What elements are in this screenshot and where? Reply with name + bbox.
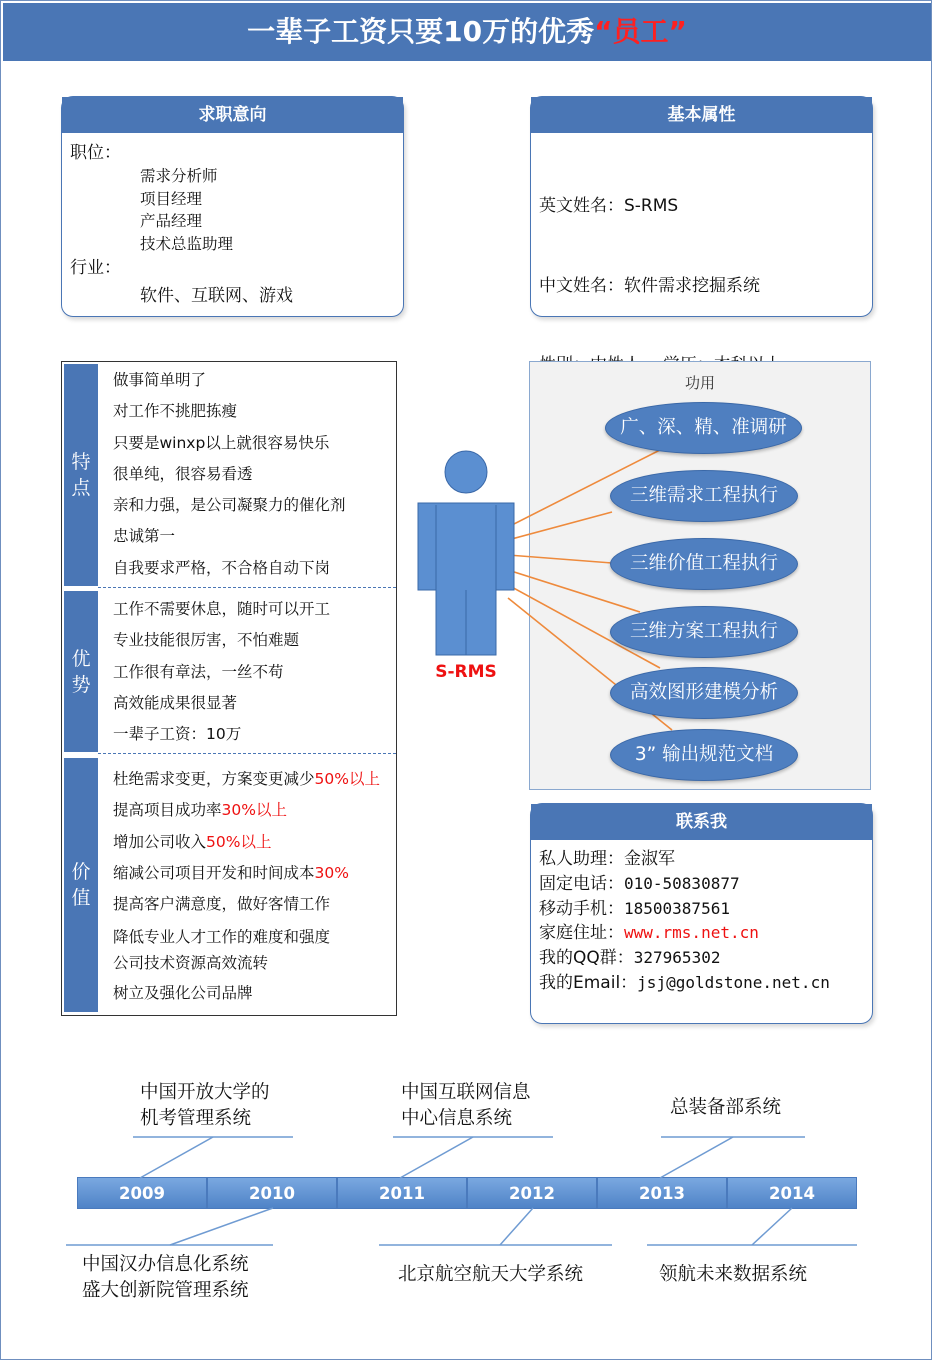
usecase-heading: 功用: [684, 374, 715, 392]
basic-line: 英文姓名：S-RMS: [539, 196, 679, 216]
basic-heading: 基本属性: [531, 97, 872, 133]
usecase-oval: 三维价值工程执行: [610, 538, 798, 590]
value-text: 增加公司收入: [113, 832, 207, 851]
callout-line: [660, 1137, 733, 1178]
timeline-year: 2014: [727, 1177, 857, 1209]
list-item: 亲和力强，是公司凝聚力的催化剂: [113, 496, 346, 515]
email-label: 我的Email：: [539, 972, 638, 993]
event-line: 领航未来数据系统: [659, 1264, 808, 1285]
list-item: 专业技能很厉害，不怕难题: [113, 631, 300, 650]
advantages-label-char: 优: [71, 647, 91, 670]
event-line: 机考管理系统: [140, 1108, 252, 1129]
list-item: 自我要求严格，不合格自动下岗: [113, 558, 331, 577]
usecase-oval: 3” 输出规范文档: [610, 729, 798, 781]
features-label-char: 点: [71, 477, 91, 499]
title-highlight: “员工”: [594, 15, 687, 48]
mobile-value: 18500387561: [624, 898, 730, 918]
timeline-year: 2011: [337, 1177, 467, 1209]
value-highlight: 30%: [314, 863, 349, 882]
timeline-event-above: [401, 1080, 531, 1132]
position-item: 项目经理: [140, 189, 203, 208]
list-item: 忠诚第一: [113, 527, 176, 546]
industry-label: 行业：: [70, 258, 121, 278]
value-text: 降低专业人才工作的难度和强度: [113, 928, 331, 947]
actor-label: S-RMS: [435, 662, 497, 682]
event-line: 中心信息系统: [401, 1108, 513, 1129]
position-label: 职位：: [70, 143, 121, 163]
mobile-label: 移动手机：: [539, 898, 624, 919]
title-main: 一辈子工资只要10万的优秀: [247, 15, 595, 48]
contact-heading: 联系我: [531, 804, 872, 840]
position-item: 需求分析师: [140, 167, 218, 185]
contact-assistant: 私人助理：金淑军: [539, 849, 675, 869]
value-highlight: 50%以上: [314, 770, 380, 788]
timeline-year: 2010: [207, 1177, 337, 1209]
list-item: 高效能成果很显著: [113, 693, 238, 712]
features-label-char: 特: [71, 451, 91, 473]
phone-value: 010-50830877: [624, 873, 740, 893]
list-item: 工作很有章法，一丝不苟: [113, 662, 284, 681]
list-item: 对工作不挑肥拣瘦: [113, 402, 238, 421]
event-line: 中国开放大学的: [140, 1082, 270, 1103]
timeline-event-below: [659, 1262, 807, 1288]
value-text: 提高客户满意度，做好客情工作: [113, 895, 331, 914]
event-line: 北京航空航天大学系统: [398, 1264, 584, 1285]
advantages-label-char: 势: [71, 673, 91, 696]
event-line: 盛大创新院管理系统: [82, 1280, 249, 1301]
timeline-event-below: [398, 1262, 583, 1288]
values-label-char: 价: [71, 861, 91, 883]
event-line: 中国互联网信息: [401, 1082, 531, 1103]
callout-line: [400, 1137, 473, 1178]
usecase-oval: 高效图形建模分析: [610, 667, 798, 719]
event-line: 中国汉办信息化系统: [82, 1254, 249, 1275]
value-highlight: 50%以上: [206, 832, 272, 851]
callout-line: [170, 1208, 273, 1245]
usecase-oval: 广、深、精、准调研: [605, 402, 802, 454]
value-highlight: 30%以上: [221, 801, 287, 820]
timeline-event-above: [670, 1095, 781, 1121]
timeline-year: 2013: [597, 1177, 727, 1209]
job-intent-heading: 求职意向: [62, 97, 403, 133]
list-item: 做事简单明了: [113, 371, 207, 389]
industry-list: 软件、互联网、游戏: [140, 286, 293, 306]
value-text: 树立及强化公司品牌: [113, 984, 253, 1003]
value-text: 杜绝需求变更，方案变更减少: [113, 770, 315, 788]
qq-label: 我的QQ群：: [539, 948, 634, 969]
callout-line: [500, 1208, 533, 1245]
basic-line: 中文姓名：软件需求挖掘系统: [539, 275, 760, 296]
timeline-event-below: [82, 1252, 249, 1304]
home-link[interactable]: www.rms.net.cn: [624, 923, 759, 943]
email-value: jsj@goldstone.net.cn: [637, 972, 830, 992]
list-item: 工作不需要休息，随时可以开工: [113, 600, 331, 618]
value-text: 公司技术资源高效流转: [113, 954, 269, 973]
list-item: 很单纯，很容易看透: [113, 464, 253, 483]
position-item: 技术总监助理: [140, 234, 234, 253]
values-label-char: 值: [71, 887, 91, 909]
callout-line: [140, 1137, 213, 1178]
qq-value: 327965302: [633, 948, 721, 968]
usecase-oval: 三维需求工程执行: [610, 470, 798, 522]
timeline-year: 2009: [77, 1177, 207, 1209]
list-item: 只要是winxp以上就很容易快乐: [113, 433, 330, 452]
value-text: 提高项目成功率: [113, 801, 222, 820]
phone-label: 固定电话：: [539, 873, 624, 894]
timeline-event-above: [140, 1080, 270, 1132]
home-label: 家庭住址：: [539, 923, 624, 944]
list-item: 一辈子工资：10万: [113, 725, 242, 744]
event-line: 总装备部系统: [670, 1097, 782, 1118]
position-item: 产品经理: [140, 212, 203, 230]
timeline-year: 2012: [467, 1177, 597, 1209]
callout-line: [752, 1208, 792, 1245]
value-text: 缩减公司项目开发和时间成本: [113, 863, 315, 882]
usecase-oval: 三维方案工程执行: [610, 606, 798, 658]
